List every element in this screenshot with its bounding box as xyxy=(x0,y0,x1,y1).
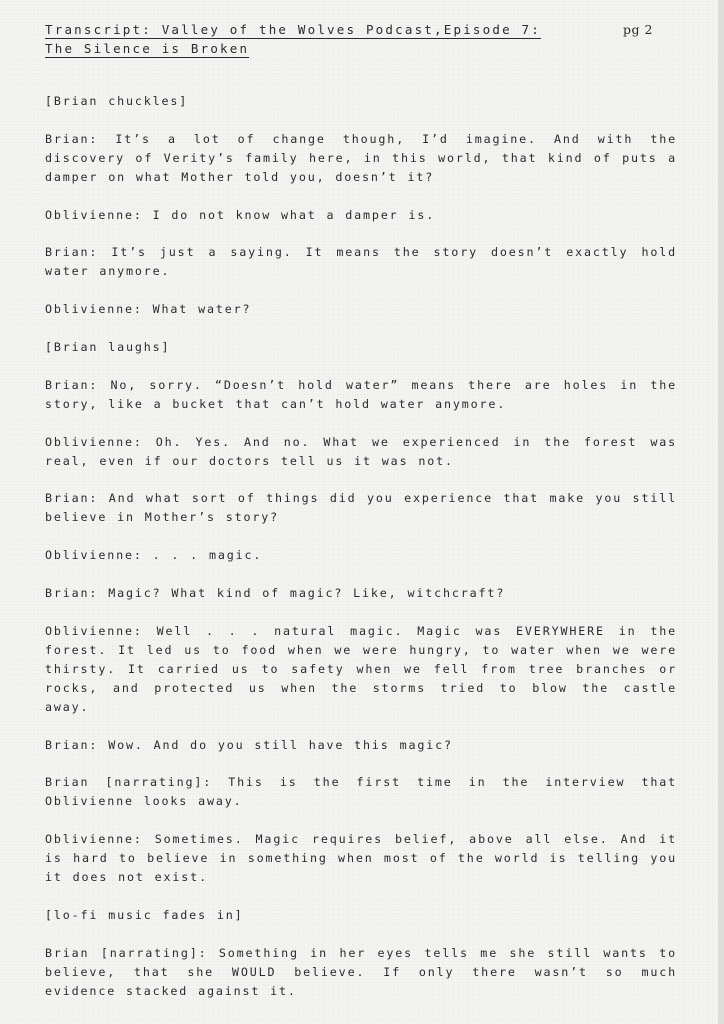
transcript-paragraph: Oblivienne: Sometimes. Magic requires belief, above all else. And it is hard to believe in something when most of the world is telling you it does not exist. xyxy=(45,832,677,885)
transcript-paragraph: Oblivienne: Well . . . natural magic. Magic was EVERYWHERE in the forest. It led us to food when we were hungry, to water when we were thirsty. It carried us to safety when we fell from tree branches or rocks, and protected us when the storms tried to blow the castle away. xyxy=(45,623,677,714)
transcript-paragraph: Brian: Wow. And do you still have this magic? xyxy=(45,737,453,752)
transcript-paragraph: Brian: No, sorry. “Doesn’t hold water” means there are holes in the story, like a bucket that can’t hold water anymore. xyxy=(45,377,677,411)
title-line-1: Transcript: Valley of the Wolves Podcast,Episode 7: xyxy=(45,22,542,37)
transcript-title xyxy=(45,20,685,58)
page-number: pg 2 xyxy=(623,22,653,37)
transcript-paragraph: Oblivienne: Oh. Yes. And no. What we experienced in the forest was real, even if our doctors tell us it was not. xyxy=(45,434,677,468)
transcript-paragraph: [Brian laughs] xyxy=(45,339,171,354)
transcript-paragraph: Brian [narrating]: This is the first time in the interview that Oblivienne looks away. xyxy=(45,775,677,809)
transcript-paragraph: Brian: It’s just a saying. It means the story doesn’t exactly hold water anymore. xyxy=(45,245,677,279)
transcript-paragraph: Oblivienne: . . . magic. xyxy=(45,548,263,563)
transcript-paragraph: Brian: Magic? What kind of magic? Like, witchcraft? xyxy=(45,585,506,600)
transcript-paragraph: Oblivienne: I do not know what a damper is. xyxy=(45,207,436,222)
transcript-paragraph: Brian [narrating]: Something in her eyes tells me she still wants to believe, that she WOULD believe. If only there wasn’t so much evidence stacked against it. xyxy=(45,945,677,998)
transcript-paragraph: Oblivienne: What water? xyxy=(45,302,252,317)
transcript-body xyxy=(45,92,677,1020)
page-header xyxy=(45,20,685,60)
transcript-paragraph: Brian: And what sort of things did you experience that make you still believe in Mother’s story? xyxy=(45,491,677,525)
title-line-2: The Silence is Broken xyxy=(45,41,250,56)
transcript-paragraph: [Brian chuckles] xyxy=(45,94,189,108)
transcript-paragraph: Brian: It’s a lot of change though, I’d imagine. And with the discovery of Verity’s family here, in this world, that kind of puts a damper on what Mother told you, doesn’t it? xyxy=(45,131,677,184)
transcript-paragraph: [lo-fi music fades in] xyxy=(45,907,244,922)
